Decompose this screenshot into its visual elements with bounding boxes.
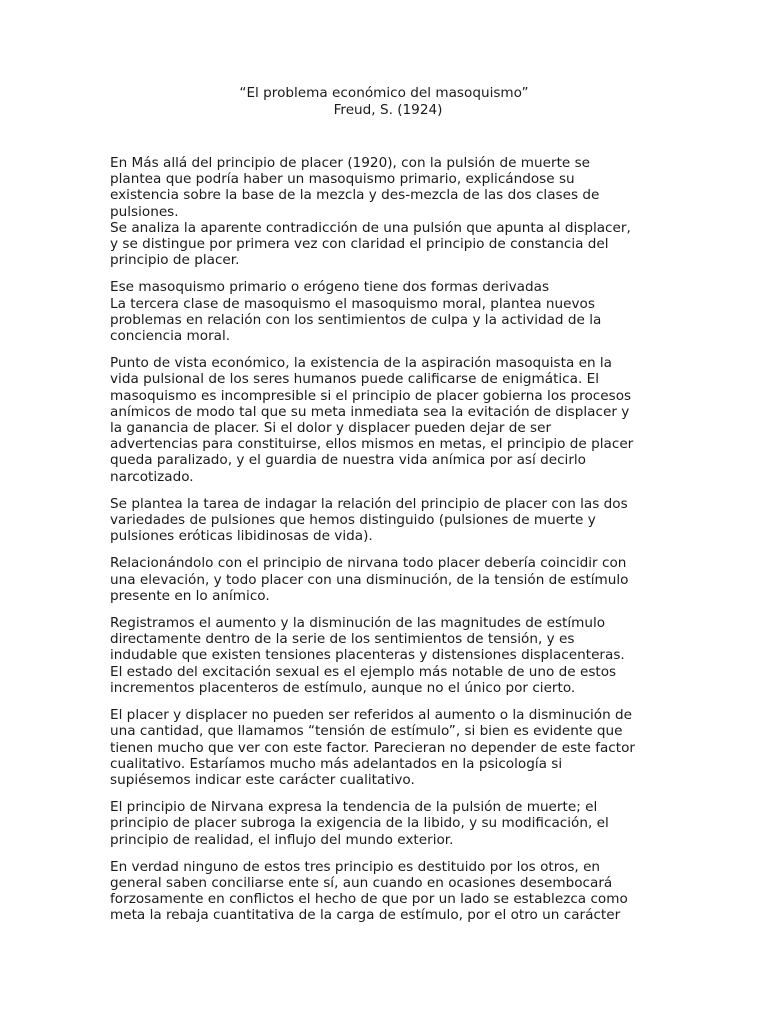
- paragraph: Relacionándolo con el principio de nirvana todo placer debería coincidir con una elevación, y todo placer con una disminución, de la tensión de estímulo presente en lo anímico.: [110, 555, 629, 604]
- paragraph: En verdad ninguno de estos tres principio es destituido por los otros, en general saben conciliarse ente sí, aun cuando en ocasiones desembocará forzosamente en conflictos el hecho de que por un lado se establezca como meta la rebaja cuantitativa de la carga de estímulo, por el otro un carácter: [110, 858, 628, 924]
- paragraph: Registramos el aumento y la disminución de las magnitudes de estímulo directamente dentro de la serie de los sentimientos de tensión, y es indudable que existen tensiones placenteras y distensiones displacenteras. El estado del excitación sexual es el ejemplo más notable de uno de estos incrementos placenteros de estímulo, aunque no el único por cierto.: [110, 615, 625, 696]
- paragraph: Se plantea la tarea de indagar la relación del principio de placer con las dos variedades de pulsiones que hemos distinguido (pulsiones de muerte y pulsiones eróticas libidinosas de vida).: [110, 495, 628, 545]
- paragraph: El principio de Nirvana expresa la tendencia de la pulsión de muerte; el principio de placer subroga la exigencia de la libido, y su modificación, el principio de realidad, el influjo del mundo exterior.: [110, 799, 609, 848]
- paragraph: En Más allá del principio de placer (1920), con la pulsión de muerte se plantea que podría haber un masoquismo primario, explicándose su existencia sobre la base de la mezcla y des-mezcla de las dos clases de pulsiones. Se analiza la aparente contradicción de una pulsión que apunta al displacer, y se distingue por primera vez con claridad el principio de constancia del principio de placer.: [110, 155, 631, 269]
- paragraph: El placer y displacer no pueden ser referidos al aumento o la disminución de una cantidad, que llamamos “tensión de estímulo”, si bien es evidente que tienen mucho que ver con este factor. Parecieran no depender de este factor cualitativo. Estaríamos mucho más adelantados en la psicología si supiésemos indicar este carácter cualitativo.: [110, 707, 636, 788]
- document-body: [110, 155, 655, 935]
- paragraph: Punto de vista económico, la existencia de la aspiración masoquista en la vida pulsional de los seres humanos puede calificarse de enigmática. El masoquismo es incompresible si el principio de placer gobierna los procesos anímicos de modo tal que su meta inmediata sea la evitación de displacer y la ganancia de placer. Si el dolor y displacer pueden dejar de ser advertencias para constituirse, ellos mismos en metas, el principio de placer queda paralizado, y el guardia de nuestra vida anímica por así decirlo narcotizado.: [110, 355, 634, 485]
- paragraph: Ese masoquismo primario o erógeno tiene dos formas derivadas La tercera clase de masoquismo el masoquismo moral, plantea nuevos problemas en relación con los sentimientos de culpa y la actividad de la conciencia moral.: [110, 279, 602, 345]
- document-title: “El problema económico del masoquismo”: [239, 85, 529, 101]
- document-header: [0, 85, 768, 119]
- document-author: Freud, S. (1924): [333, 102, 443, 118]
